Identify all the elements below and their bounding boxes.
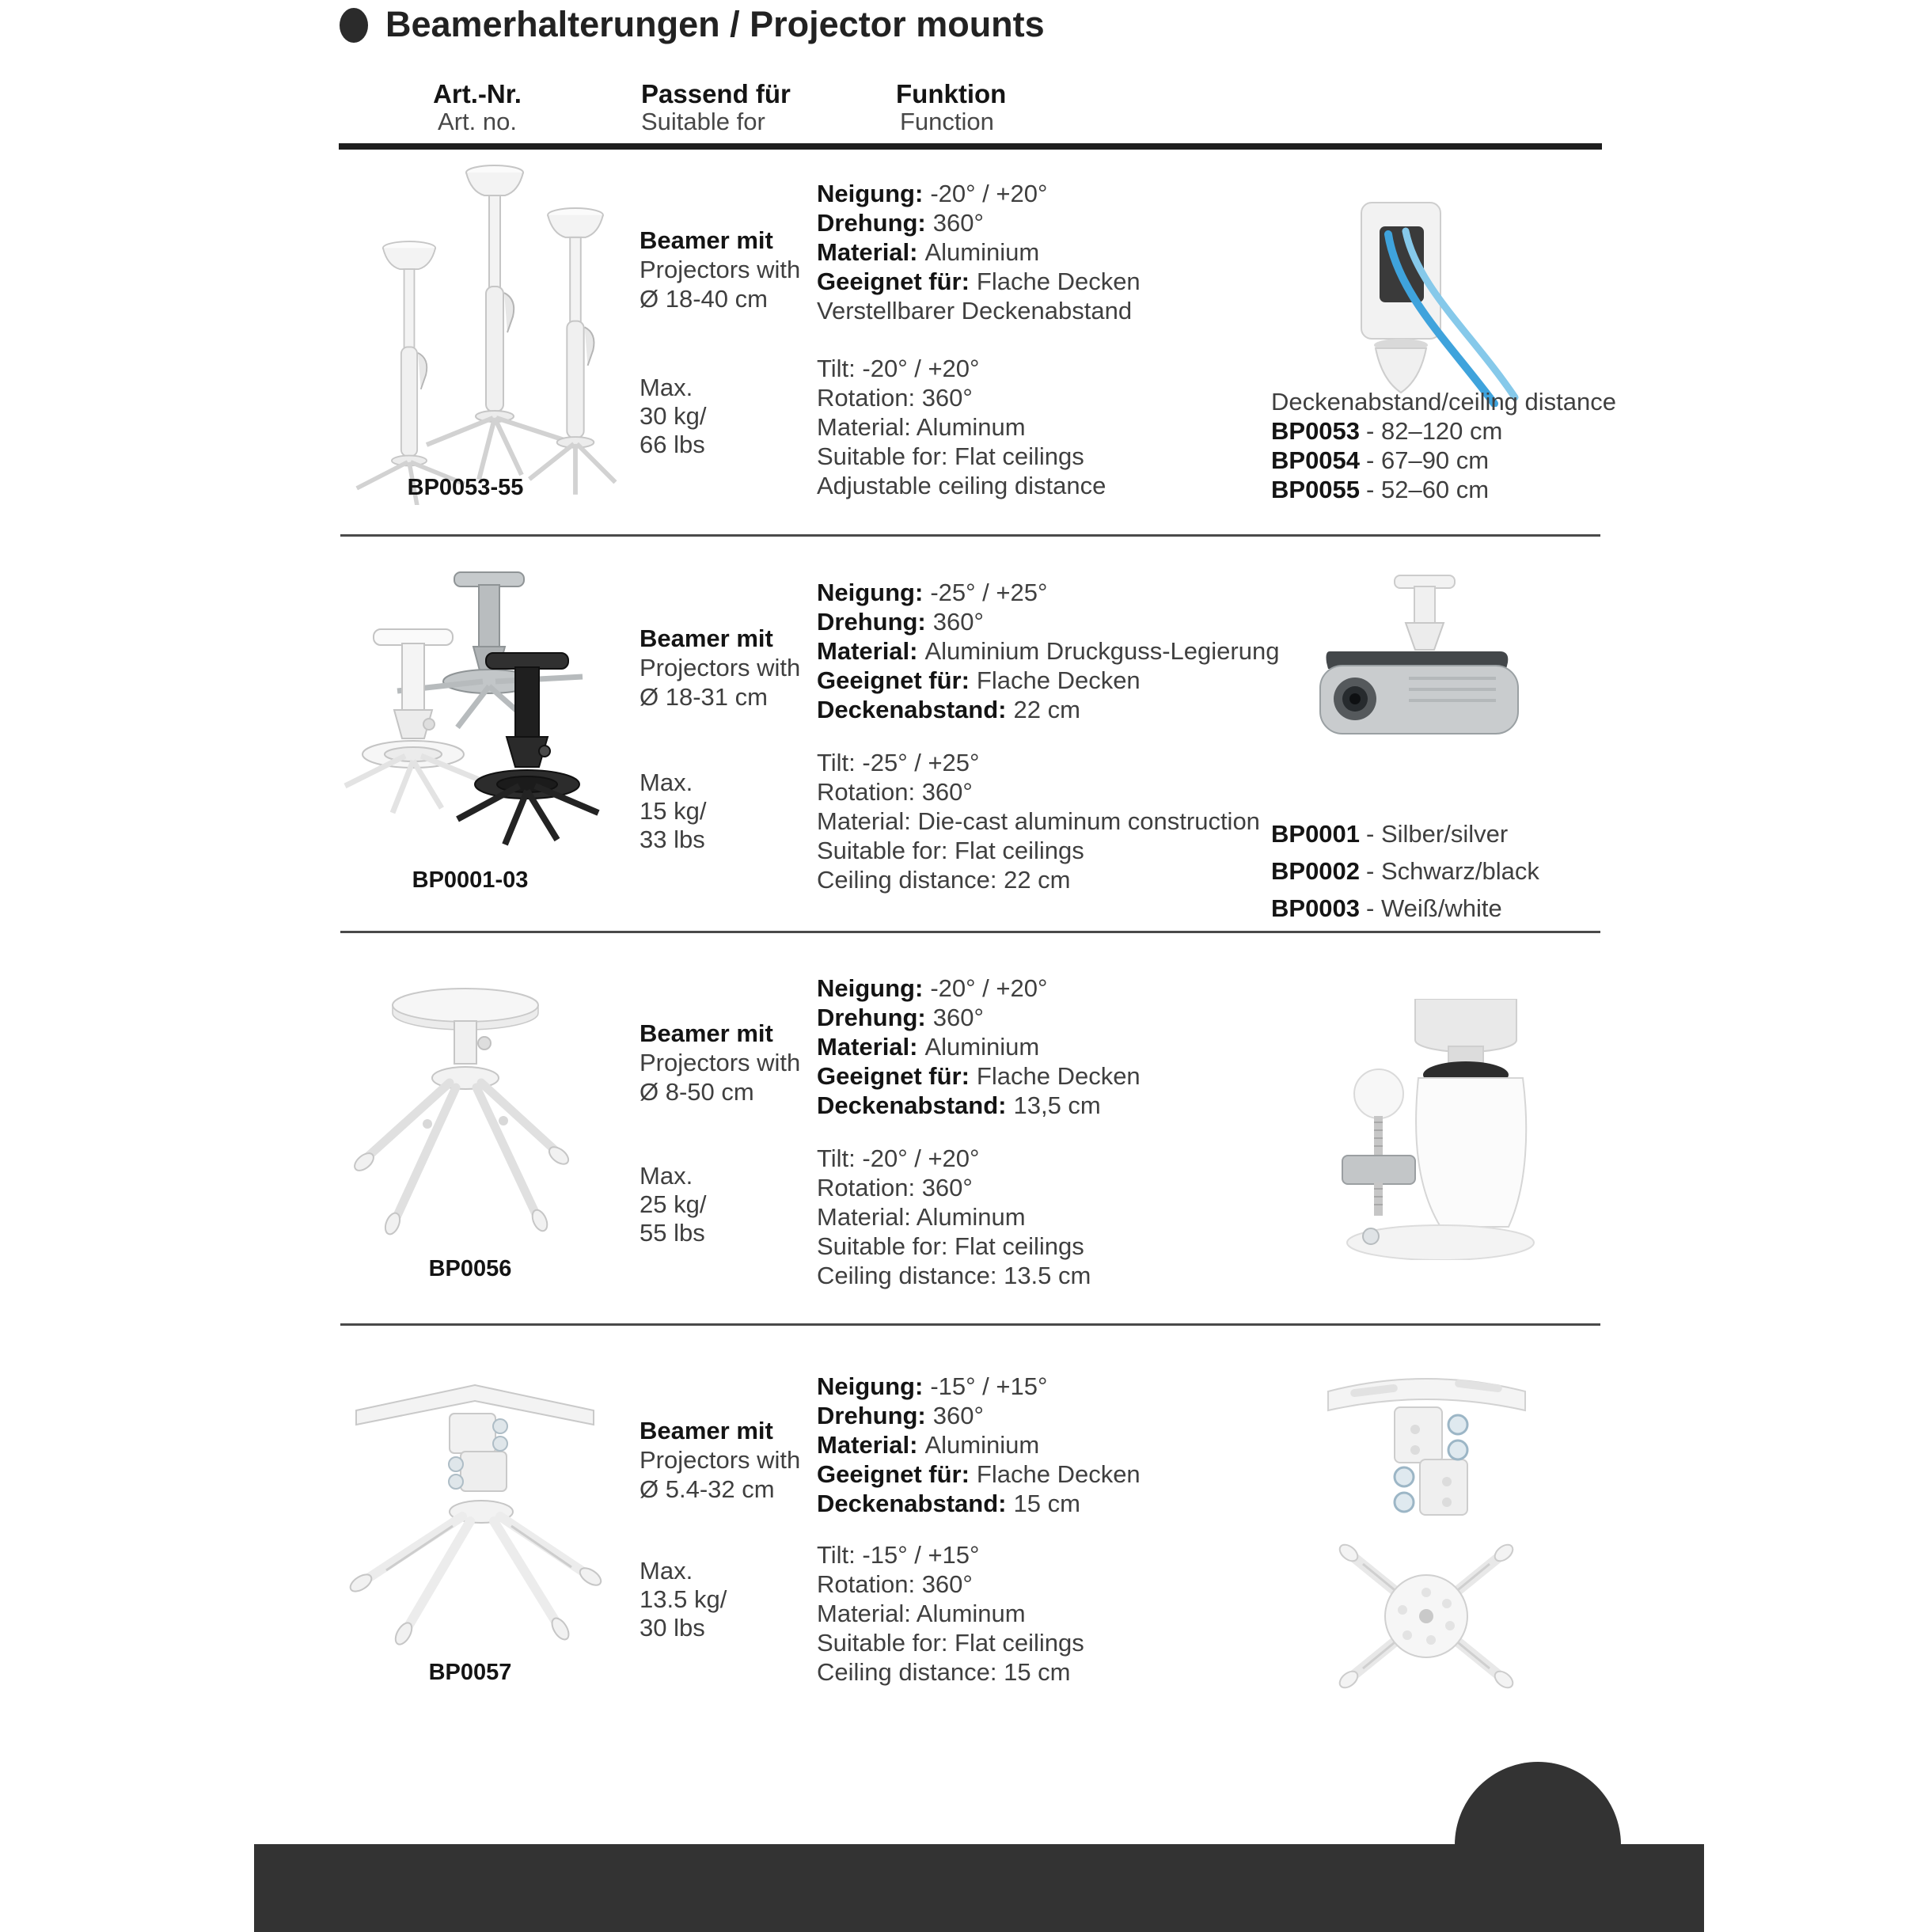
function-label: Geeignet für:	[817, 268, 970, 295]
function-line: Suitable for: Flat ceilings	[817, 1232, 1084, 1260]
function-line: Tilt: -15° / +15°	[817, 1541, 980, 1569]
suitable-title: Beamer mit	[640, 1417, 773, 1444]
suitable-line: Ø 8-50 cm	[640, 1078, 754, 1106]
variant-code: BP0001	[1271, 820, 1361, 848]
variant-value: - Silber/silver	[1366, 820, 1509, 848]
column-header-artno-de: Art.-Nr.	[433, 79, 522, 108]
function-value: Flache Decken	[976, 666, 1141, 694]
function-line: Suitable for: Flat ceilings	[817, 1629, 1084, 1657]
function-german-block	[817, 1372, 1141, 1518]
function-english-block	[817, 1144, 1091, 1290]
variant-code: BP0054	[1271, 446, 1361, 474]
footer-bar	[254, 1844, 1704, 1932]
function-label: Neigung:	[817, 180, 924, 207]
function-value: -20° / +20°	[930, 974, 1048, 1002]
variant-code: BP0002	[1271, 857, 1361, 885]
function-line: Rotation: 360°	[817, 778, 973, 806]
ceiling-distance-block	[1271, 387, 1616, 504]
suitable-line: Projectors with	[640, 256, 801, 283]
function-label: Drehung:	[817, 209, 926, 237]
function-label: Neigung:	[817, 1372, 924, 1400]
max-label: Max.	[640, 769, 693, 796]
function-value: 15 cm	[1013, 1490, 1080, 1517]
function-value: -15° / +15°	[930, 1372, 1048, 1400]
suitable-title: Beamer mit	[640, 1019, 773, 1047]
title-bullet-icon	[340, 8, 368, 43]
function-value: Aluminium Druckguss-Legierung	[924, 637, 1280, 665]
max-label: Max.	[640, 1162, 693, 1190]
function-value: Aluminium	[924, 238, 1040, 266]
variant-value: - 52–60 cm	[1366, 476, 1490, 503]
column-header-suitable-en: Suitable for	[641, 108, 765, 135]
color-variants-block	[1271, 815, 1539, 927]
variant-code: BP0003	[1271, 894, 1361, 922]
art-number-label: BP0056	[428, 1256, 512, 1281]
function-value: Flache Decken	[976, 1460, 1141, 1488]
ceiling-distance-heading: Deckenabstand/ceiling distance	[1271, 388, 1616, 416]
suitable-for-block	[640, 1019, 800, 1106]
function-german-block	[817, 179, 1141, 325]
column-header-suitable-de: Passend für	[641, 79, 791, 108]
function-label: Material:	[817, 1431, 918, 1459]
function-label: Deckenabstand:	[817, 696, 1007, 723]
function-label: Neigung:	[817, 579, 924, 606]
max-load-block	[640, 1162, 706, 1247]
variant-value: - Weiß/white	[1366, 894, 1502, 922]
detail-photo-ceiling-tube	[1353, 199, 1524, 407]
max-lbs: 66 lbs	[640, 431, 705, 458]
variant-code: BP0053	[1271, 417, 1361, 445]
suitable-for-block	[640, 624, 800, 712]
suitable-line: Ø 5.4-32 cm	[640, 1475, 775, 1503]
function-label: Neigung:	[817, 974, 924, 1002]
function-line: Ceiling distance: 15 cm	[817, 1658, 1071, 1686]
function-line: Material: Aluminum	[817, 1203, 1026, 1231]
function-english-block	[817, 354, 1106, 500]
function-value: Flache Decken	[976, 268, 1141, 295]
function-line: Ceiling distance: 22 cm	[817, 866, 1071, 894]
function-label: Drehung:	[817, 608, 926, 636]
function-line: Tilt: -20° / +20°	[817, 1144, 980, 1172]
column-header-function-de: Funktion	[896, 79, 1007, 108]
function-value: Aluminium	[924, 1033, 1040, 1061]
art-number-label: BP0057	[428, 1660, 512, 1685]
function-value: Aluminium	[924, 1431, 1040, 1459]
art-number-label: BP0001-03	[412, 867, 529, 893]
function-label: Geeignet für:	[817, 1460, 970, 1488]
function-line: Rotation: 360°	[817, 384, 973, 412]
function-german-block	[817, 578, 1279, 724]
max-lbs: 33 lbs	[640, 826, 705, 853]
product-photo-bp0057	[334, 1376, 611, 1653]
suitable-line: Ø 18-31 cm	[640, 683, 768, 711]
function-line: Adjustable ceiling distance	[817, 472, 1106, 499]
function-label: Material:	[817, 1033, 918, 1061]
function-line: Rotation: 360°	[817, 1570, 973, 1598]
max-label: Max.	[640, 1557, 693, 1585]
suitable-line: Ø 18-40 cm	[640, 285, 768, 313]
max-lbs: 55 lbs	[640, 1219, 705, 1247]
function-english-block	[817, 748, 1260, 894]
function-line: Suitable for: Flat ceilings	[817, 837, 1084, 864]
function-label: Geeignet für:	[817, 666, 970, 694]
max-kg: 25 kg/	[640, 1190, 707, 1218]
function-value: Verstellbarer Deckenabstand	[817, 297, 1133, 325]
max-kg: 13.5 kg/	[640, 1585, 727, 1613]
product-photo-bp0053-55	[344, 157, 621, 505]
max-load-block	[640, 374, 706, 459]
max-lbs: 30 lbs	[640, 1614, 705, 1642]
variant-value: - 82–120 cm	[1366, 417, 1503, 445]
column-header-artno-en: Art. no.	[438, 108, 517, 135]
function-value: 13,5 cm	[1013, 1091, 1101, 1119]
detail-photo-projector-mounted	[1314, 574, 1535, 776]
column-header-function-en: Function	[900, 108, 994, 135]
header-rule	[339, 143, 1602, 150]
variant-value: - Schwarz/black	[1366, 857, 1539, 885]
suitable-line: Projectors with	[640, 1049, 801, 1076]
function-label: Deckenabstand:	[817, 1490, 1007, 1517]
row-separator	[340, 534, 1600, 537]
function-line: Material: Aluminum	[817, 413, 1026, 441]
suitable-for-block	[640, 226, 800, 313]
function-label: Deckenabstand:	[817, 1091, 1007, 1119]
function-value: 360°	[932, 1402, 984, 1429]
row-separator	[340, 931, 1600, 933]
art-number-label: BP0053-55	[407, 475, 524, 500]
function-label: Drehung:	[817, 1004, 926, 1031]
product-photo-bp0056	[340, 981, 602, 1254]
max-label: Max.	[640, 374, 693, 401]
suitable-line: Projectors with	[640, 654, 801, 681]
function-value: 360°	[932, 1004, 984, 1031]
function-line: Ceiling distance: 13.5 cm	[817, 1262, 1091, 1289]
variant-value: - 67–90 cm	[1366, 446, 1490, 474]
function-english-block	[817, 1540, 1084, 1687]
function-line: Tilt: -20° / +20°	[817, 355, 980, 382]
detail-photo-hinge-bracket	[1322, 1363, 1532, 1533]
detail-photo-ball-joint	[1330, 999, 1543, 1260]
function-value: 360°	[932, 209, 984, 237]
suitable-title: Beamer mit	[640, 226, 773, 254]
suitable-line: Projectors with	[640, 1446, 801, 1474]
product-photo-bp0001-03	[340, 558, 609, 855]
max-kg: 15 kg/	[640, 797, 707, 825]
max-kg: 30 kg/	[640, 402, 707, 430]
function-line: Suitable for: Flat ceilings	[817, 442, 1084, 470]
suitable-for-block	[640, 1416, 800, 1504]
function-value: Flache Decken	[976, 1062, 1141, 1090]
function-label: Material:	[817, 238, 918, 266]
function-line: Tilt: -25° / +25°	[817, 749, 980, 776]
function-line: Rotation: 360°	[817, 1174, 973, 1201]
function-label: Material:	[817, 637, 918, 665]
suitable-title: Beamer mit	[640, 624, 773, 652]
max-load-block	[640, 1557, 727, 1642]
max-load-block	[640, 769, 706, 854]
variant-code: BP0055	[1271, 476, 1361, 503]
function-german-block	[817, 974, 1141, 1120]
function-line: Material: Die-cast aluminum construction	[817, 807, 1260, 835]
function-value: 360°	[932, 608, 984, 636]
page-title: Beamerhalterungen / Projector mounts	[385, 4, 1045, 44]
function-label: Geeignet für:	[817, 1062, 970, 1090]
function-value: -25° / +25°	[930, 579, 1048, 606]
detail-photo-spider-plate	[1331, 1537, 1521, 1695]
function-value: 22 cm	[1013, 696, 1080, 723]
row-separator	[340, 1323, 1600, 1326]
function-line: Material: Aluminum	[817, 1600, 1026, 1627]
function-value: -20° / +20°	[930, 180, 1048, 207]
function-label: Drehung:	[817, 1402, 926, 1429]
